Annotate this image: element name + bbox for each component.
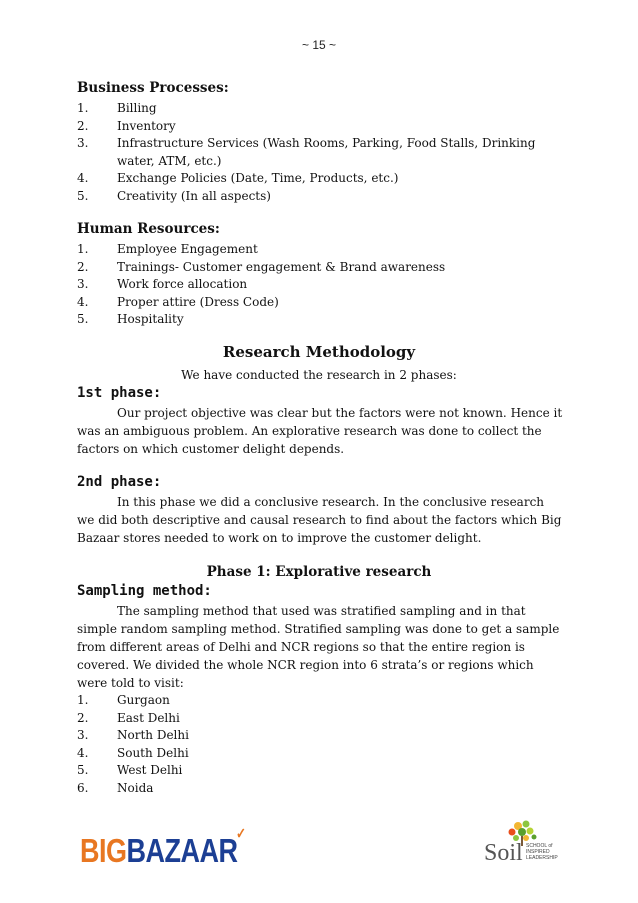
list-item xyxy=(77,745,563,763)
phase1-heading: 1st phase: xyxy=(77,385,162,401)
list-number: 1. xyxy=(77,101,89,115)
list-item xyxy=(77,276,563,294)
list-number: 1. xyxy=(77,242,89,256)
phase1-section xyxy=(77,384,563,458)
list-text: North Delhi xyxy=(117,728,189,742)
list-text: Billing xyxy=(117,101,157,115)
list-item xyxy=(77,170,563,188)
list-text: Creativity (In all aspects) xyxy=(117,188,271,203)
list-number: 6. xyxy=(77,780,89,795)
research-intro: We have conducted the research in 2 phases: xyxy=(181,368,457,382)
list-text: Infrastructure Services (Wash Rooms, Parking, Food Stalls, Drinking water, ATM, etc.) xyxy=(117,136,536,168)
list-item xyxy=(77,311,563,329)
list-item xyxy=(77,762,563,780)
logo-tick-icon: ✓ xyxy=(235,824,246,842)
list-text: Work force allocation xyxy=(117,277,248,291)
list-number: 5. xyxy=(77,312,89,326)
list-number: 4. xyxy=(77,171,89,185)
list-item xyxy=(77,118,563,136)
phase1-paragraph: Our project objective was clear but the factors were not known. Hence it was an ambiguous problem. An explorative research was done to collect the factors on which customer delight depends. xyxy=(77,406,563,456)
list-number: 3. xyxy=(77,728,89,742)
list-item xyxy=(77,188,563,206)
sampling-paragraph: The sampling method that used was stratified sampling and in that simple random sampling method. Stratified sampling was done to get a sample from different areas of Delhi and NCR regions so that the entire region is covered. We divided the whole NCR region into 6 strata’s or regions which were told to visit: xyxy=(77,604,560,690)
list-item xyxy=(77,135,563,170)
list-text: Inventory xyxy=(117,118,176,133)
phase2-paragraph: In this phase we did a conclusive research. In the conclusive research we did both descriptive and causal research to find about the factors which Big Bazaar stores needed to work on to improve the customer delight. xyxy=(77,495,562,545)
list-text: Proper attire (Dress Code) xyxy=(117,294,279,309)
list-text: Noida xyxy=(117,780,154,795)
sampling-heading: Sampling method: xyxy=(77,583,212,599)
human-resources-heading: Human Resources: xyxy=(77,221,220,237)
big-bazaar-logo xyxy=(80,824,246,871)
soil-logo-subtitle: SCHOOL of INSPIRED LEADERSHIP xyxy=(526,843,558,861)
phase2-section xyxy=(77,473,563,547)
big-bazaar-logo-big: BIG xyxy=(80,832,127,870)
page-number: ~ 15 ~ xyxy=(301,38,337,52)
list-item xyxy=(77,710,563,728)
list-text: Trainings- Customer engagement & Brand awareness xyxy=(117,259,446,274)
list-number: 1. xyxy=(77,693,89,707)
list-number: 3. xyxy=(77,136,89,150)
phase2-heading: 2nd phase: xyxy=(77,474,162,490)
list-number: 2. xyxy=(77,710,89,725)
list-text: West Delhi xyxy=(117,763,183,777)
list-text: Gurgaon xyxy=(117,693,170,707)
list-item xyxy=(77,294,563,312)
business-processes-section xyxy=(77,79,563,205)
list-item xyxy=(77,780,563,798)
list-item xyxy=(77,727,563,745)
list-item xyxy=(77,692,563,710)
list-number: 2. xyxy=(77,118,89,133)
list-number: 3. xyxy=(77,277,89,291)
human-resources-section xyxy=(77,220,563,329)
list-number: 4. xyxy=(77,294,89,309)
list-number: 2. xyxy=(77,259,89,274)
sampling-section xyxy=(77,582,563,797)
business-processes-heading: Business Processes: xyxy=(77,80,229,96)
list-item xyxy=(77,100,563,118)
list-text: South Delhi xyxy=(117,745,189,760)
list-text: Exchange Policies (Date, Time, Products, etc.) xyxy=(117,171,399,185)
list-text: Employee Engagement xyxy=(117,242,258,256)
list-text: East Delhi xyxy=(117,710,180,725)
list-number: 5. xyxy=(77,763,89,777)
explorative-research-title: Phase 1: Explorative research xyxy=(206,564,432,580)
list-number: 5. xyxy=(77,188,89,203)
list-text: Hospitality xyxy=(117,312,184,326)
soil-logo-word: Soil xyxy=(484,840,523,866)
list-item xyxy=(77,259,563,277)
big-bazaar-logo-bazaar: BAZAAR xyxy=(126,832,238,870)
list-number: 4. xyxy=(77,745,89,760)
research-methodology-title: Research Methodology xyxy=(222,343,416,361)
list-item xyxy=(77,241,563,259)
